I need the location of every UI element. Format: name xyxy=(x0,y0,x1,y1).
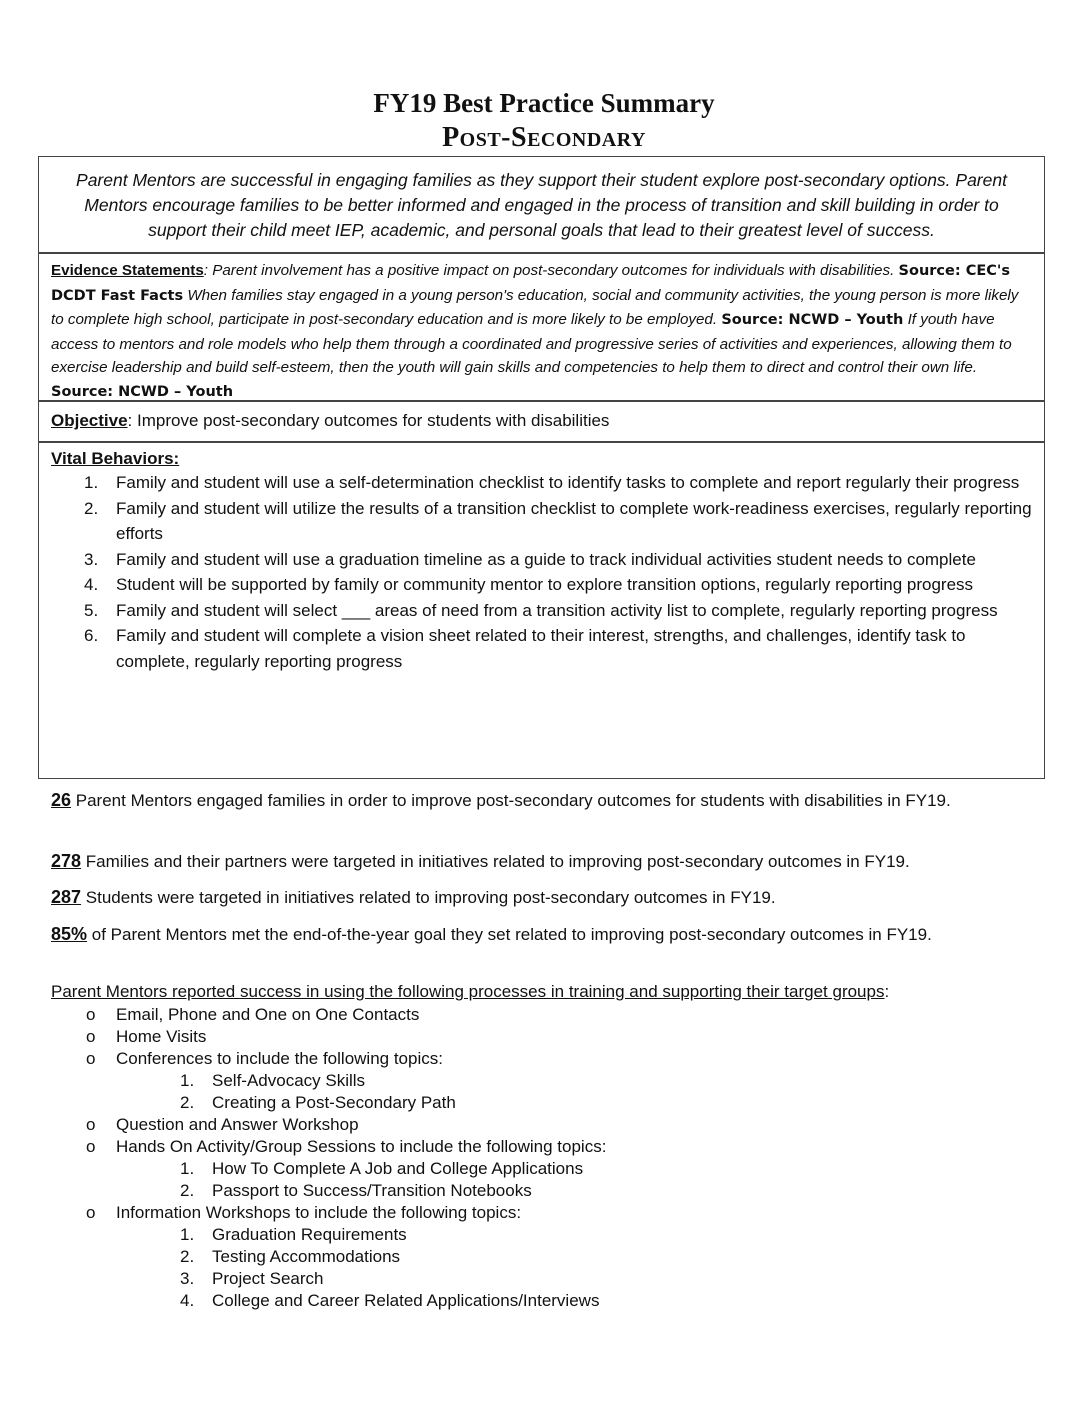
evidence-source-3: Source: NCWD – Youth xyxy=(51,383,234,400)
objective-label: Objective xyxy=(51,411,128,430)
sub-item-number: 4. xyxy=(180,1291,195,1310)
list-item xyxy=(51,547,1032,573)
sub-item-text: Testing Accommodations xyxy=(212,1247,401,1266)
stat-families xyxy=(51,849,1041,874)
sub-item-number: 1. xyxy=(180,1225,195,1244)
sub-item xyxy=(116,1224,606,1246)
stat-students xyxy=(51,885,1041,910)
sub-item xyxy=(116,1246,606,1268)
objective-text: : Improve post-secondary outcomes for students with disabilities xyxy=(127,411,610,430)
sub-item-number: 2. xyxy=(180,1181,195,1200)
bullet-icon: o xyxy=(86,1049,96,1068)
evidence-text-2: When families stay engaged in a young person's education, social and community activities, the young person is more likely to complete high school, participate in post-secondary education and is more likely to be employed. xyxy=(51,286,1019,328)
list-item xyxy=(86,1202,606,1312)
bullet-icon: o xyxy=(86,1027,96,1046)
item-number: 4. xyxy=(84,575,99,594)
sub-item-number: 2. xyxy=(180,1247,195,1266)
sub-item xyxy=(116,1290,606,1312)
vital-behaviors-box xyxy=(38,442,1045,779)
vital-behaviors-label: Vital Behaviors: xyxy=(51,449,180,468)
processes-heading xyxy=(51,982,889,1002)
sub-list xyxy=(116,1224,606,1312)
evidence-text-1: : Parent involvement has a positive impact on post-secondary outcomes for individuals with disabilities. xyxy=(203,262,895,279)
bullet-icon: o xyxy=(86,1005,96,1024)
list-item xyxy=(51,496,1032,547)
bullet-icon: o xyxy=(86,1203,96,1222)
stat-text: Students were targeted in initiatives related to improving post-secondary outcomes in FY19. xyxy=(81,888,776,907)
processes-heading-colon: : xyxy=(884,982,890,1001)
sub-item-text: Creating a Post-Secondary Path xyxy=(212,1093,456,1112)
item-text: Hands On Activity/Group Sessions to include the following topics: xyxy=(116,1137,607,1156)
item-text: Conferences to include the following topics: xyxy=(116,1049,443,1068)
sub-item-number: 2. xyxy=(180,1093,195,1112)
item-text: Family and student will use a self-determination checklist to identify tasks to complete and report regularly their progress xyxy=(116,473,1020,492)
list-item xyxy=(86,1048,606,1114)
sub-item xyxy=(116,1268,606,1290)
stat-text: Families and their partners were targeted in initiatives related to improving post-secondary outcomes in FY19. xyxy=(81,852,910,871)
item-number: 3. xyxy=(84,549,99,569)
page-title: FY19 Best Practice Summary xyxy=(373,88,715,118)
sub-item xyxy=(116,1180,606,1202)
stat-number: 26 xyxy=(51,790,72,810)
list-item xyxy=(86,1004,606,1026)
bullet-icon: o xyxy=(86,1115,96,1134)
item-text: Family and student will utilize the results of a transition checklist to complete work-readiness exercises, regularly reporting efforts xyxy=(116,498,1032,543)
item-number: 5. xyxy=(84,600,99,620)
sub-item-text: Passport to Success/Transition Notebooks xyxy=(212,1181,532,1200)
sub-item-text: Graduation Requirements xyxy=(212,1225,407,1244)
sub-item xyxy=(116,1070,606,1092)
sub-item-number: 1. xyxy=(180,1071,195,1090)
stat-goal-percent xyxy=(51,922,1041,947)
processes-list xyxy=(86,1004,606,1312)
list-item xyxy=(86,1026,606,1048)
item-text: Email, Phone and One on One Contacts xyxy=(116,1005,420,1024)
item-text: Question and Answer Workshop xyxy=(116,1115,359,1134)
stat-number: 85% xyxy=(51,924,88,944)
stat-text: Parent Mentors engaged families in order to improve post-secondary outcomes for students with disabilities in FY19. xyxy=(71,791,951,810)
item-number: 2. xyxy=(84,498,99,518)
list-item xyxy=(86,1114,606,1136)
list-item xyxy=(51,598,1032,624)
sub-item-text: Self-Advocacy Skills xyxy=(212,1071,366,1090)
bullet-icon: o xyxy=(86,1137,96,1156)
sub-item-text: College and Career Related Applications/Interviews xyxy=(212,1291,600,1310)
sub-list xyxy=(116,1070,606,1114)
vital-behaviors-list xyxy=(51,470,1032,674)
evidence-box xyxy=(38,253,1045,401)
item-number: 6. xyxy=(84,626,99,645)
intro-text: Parent Mentors are successful in engaging families as they support their student explore post-secondary options. Parent Mentors encourage families to be better informed and engaged in the process of transition and skill building in order to support their child meet IEP, academic, and personal goals that lead to their greatest level of success. xyxy=(76,170,1007,240)
sub-item xyxy=(116,1092,606,1114)
item-text: Family and student will select ___ areas of need from a transition activity list to complete, regularly reporting progress xyxy=(116,600,998,620)
sub-item-text: Project Search xyxy=(212,1269,324,1288)
item-text: Home Visits xyxy=(116,1027,207,1046)
item-text: Family and student will complete a vision sheet related to their interest, strengths, and challenges, identify task to complete, regularly reporting progress xyxy=(116,626,966,671)
item-number: 1. xyxy=(84,473,99,492)
list-item xyxy=(51,572,1032,598)
sub-item-text: How To Complete A Job and College Applications xyxy=(212,1159,584,1178)
sub-item xyxy=(116,1158,606,1180)
evidence-source-1: Source: CEC's DCDT Fast Facts xyxy=(51,263,1010,304)
processes-heading-text: Parent Mentors reported success in using the following processes in training and supporting their target groups xyxy=(51,982,885,1001)
sub-list xyxy=(116,1158,606,1202)
stat-number: 278 xyxy=(51,851,82,871)
stat-parent-mentors xyxy=(51,788,1041,813)
objective-box xyxy=(38,401,1045,442)
list-item xyxy=(51,623,1032,674)
stat-text: of Parent Mentors met the end-of-the-year goal they set related to improving post-secondary outcomes in FY19. xyxy=(87,925,932,944)
item-text: Information Workshops to include the following topics: xyxy=(116,1203,522,1222)
intro-box xyxy=(38,156,1045,253)
sub-item-number: 1. xyxy=(180,1159,195,1178)
item-text: Student will be supported by family or community mentor to explore transition options, regularly reporting progress xyxy=(116,575,974,594)
stat-number: 287 xyxy=(51,887,82,907)
evidence-source-2: Source: NCWD – Youth xyxy=(721,312,904,328)
evidence-label: Evidence Statements xyxy=(51,262,204,279)
list-item xyxy=(86,1136,606,1202)
sub-item-number: 3. xyxy=(180,1269,195,1288)
list-item xyxy=(51,470,1032,496)
evidence-text-3: If youth have access to mentors and role models who help them through a coordinated and progressive series of activities and experiences, allowing them to exercise leadership and build self-esteem, then the youth will gain skills and competencies to help them to direct and control their own life. xyxy=(51,311,1012,376)
item-text: Family and student will use a graduation timeline as a guide to track individual activities student needs to complete xyxy=(116,549,976,569)
page-subtitle: Post-Secondary xyxy=(442,122,646,153)
